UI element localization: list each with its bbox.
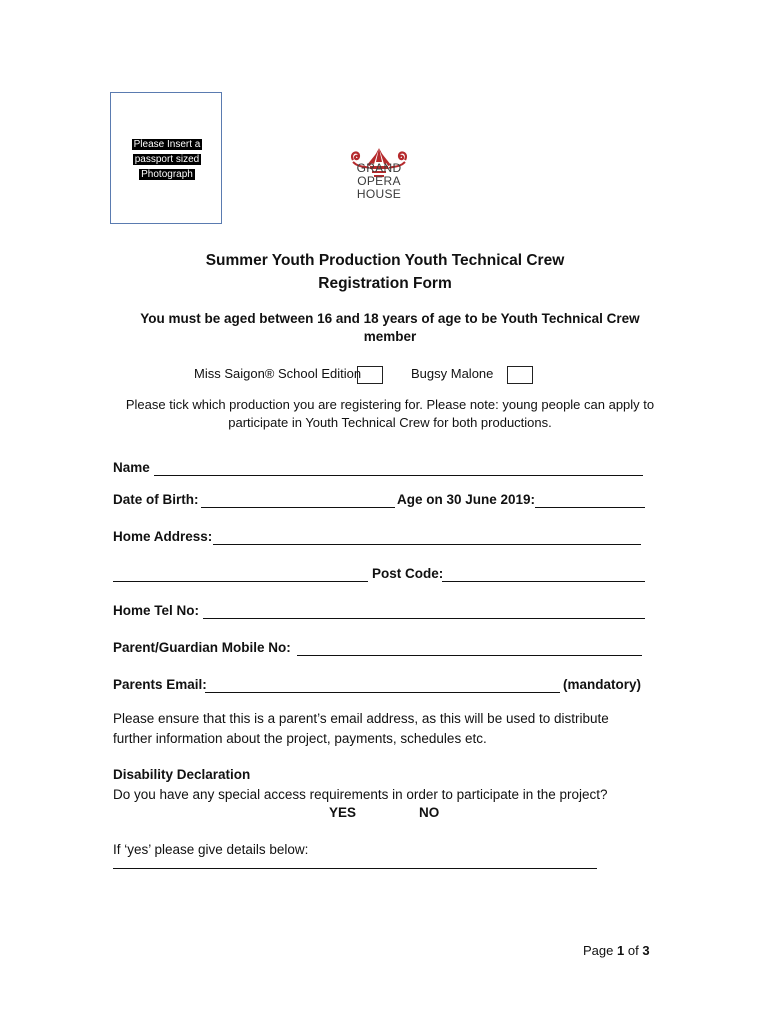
parent-mobile-label: Parent/Guardian Mobile No: <box>113 640 291 655</box>
tick-instruction-line2: participate in Youth Technical Crew for both productions. <box>228 415 552 430</box>
photo-text-line: Please Insert a <box>133 139 201 150</box>
logo-word: GRAND <box>356 161 402 175</box>
photo-text-line: Photograph <box>141 169 193 180</box>
page-prefix: Page <box>583 943 614 958</box>
production-label-bugsy-malone: Bugsy Malone <box>411 366 494 381</box>
tick-instruction-line1: Please tick which production you are registering for. Please note: young people can apply to <box>125 397 655 412</box>
disability-heading: Disability Declaration <box>113 767 251 782</box>
home-address-field[interactable] <box>213 544 641 545</box>
page-current: 1 <box>617 943 625 958</box>
age-on-label: Age on 30 June 2019: <box>397 492 536 507</box>
logo-word: HOUSE <box>356 187 402 201</box>
age-field[interactable] <box>535 507 645 508</box>
post-code-field[interactable] <box>442 581 645 582</box>
photo-instruction <box>131 137 203 182</box>
age-requirement-line1: You must be aged between 16 and 18 years of age to be Youth Technical Crew <box>140 311 640 326</box>
parent-mobile-field[interactable] <box>297 655 642 656</box>
email-note-line2: further information about the project, payments, schedules etc. <box>113 731 487 746</box>
yes-option[interactable]: YES <box>329 805 357 820</box>
page-of: of <box>627 943 639 958</box>
production-label-miss-saigon: Miss Saigon® School Edition <box>194 366 362 381</box>
home-address-label: Home Address: <box>113 529 213 544</box>
miss-saigon-checkbox[interactable] <box>357 366 383 384</box>
page-number <box>583 943 650 958</box>
logo-word: OPERA <box>357 174 401 188</box>
details-prompt: If ‘yes’ please give details below: <box>113 842 309 857</box>
disability-question: Do you have any special access requirements in order to participate in the project? <box>113 787 608 802</box>
photo-placeholder <box>110 92 222 224</box>
email-note-line1: Please ensure that this is a parent’s email address, as this will be used to distribute <box>113 711 609 726</box>
home-address-line2-field[interactable] <box>113 581 368 582</box>
age-requirement-line2: member <box>363 329 417 344</box>
bugsy-malone-checkbox[interactable] <box>507 366 533 384</box>
name-label: Name <box>113 460 150 475</box>
logo-wordmark <box>345 162 413 201</box>
parents-email-field[interactable] <box>205 692 560 693</box>
form-title: Summer Youth Production Youth Technical Crew <box>205 252 565 269</box>
mandatory-note: (mandatory) <box>563 677 642 692</box>
dob-label: Date of Birth: <box>113 492 199 507</box>
no-option[interactable]: NO <box>419 805 440 820</box>
form-subtitle: Registration Form <box>318 275 452 292</box>
home-tel-field[interactable] <box>203 618 645 619</box>
details-field[interactable] <box>113 868 597 869</box>
name-field[interactable] <box>154 475 643 476</box>
parents-email-label: Parents Email: <box>113 677 207 692</box>
photo-text-line: passport sized <box>134 154 200 165</box>
page-total: 3 <box>642 943 650 958</box>
post-code-label: Post Code: <box>372 566 444 581</box>
home-tel-label: Home Tel No: <box>113 603 200 618</box>
dob-field[interactable] <box>201 507 395 508</box>
